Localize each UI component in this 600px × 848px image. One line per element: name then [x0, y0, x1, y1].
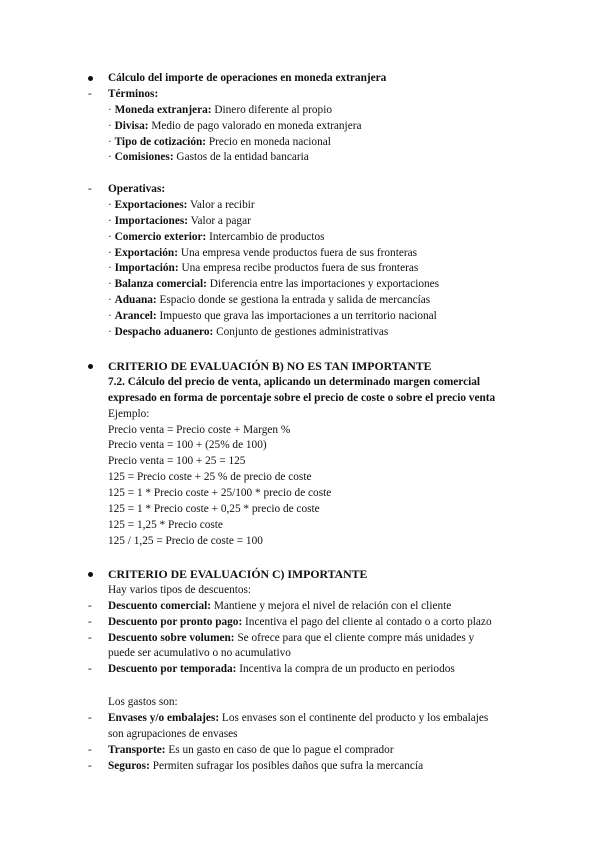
- section-moneda-extranjera: [0, 71, 600, 166]
- term: Descuento por temporada:: [108, 663, 237, 676]
- dash-marker: -: [88, 631, 92, 644]
- term: Descuento por pronto pago:: [108, 615, 243, 628]
- definition: Se ofrece para que el cliente compre más unidades y: [237, 631, 475, 644]
- formula-line: Precio venta = 100 + (25% de 100): [108, 439, 267, 452]
- list-item: · Tipo de cotización: Precio en moneda nacional: [108, 135, 331, 148]
- dash-marker: -: [88, 759, 92, 772]
- section-gastos: [0, 695, 600, 774]
- list-item: [0, 711, 600, 727]
- list-item: [0, 759, 600, 775]
- term: Seguros:: [108, 759, 150, 772]
- list-item: · Arancel: Impuesto que grava las importaciones a un territorio nacional: [108, 310, 437, 323]
- section-criterio-b: [0, 359, 600, 550]
- term: Comercio exterior:: [114, 230, 207, 243]
- term: Descuento comercial:: [108, 599, 211, 612]
- list-item: · Comisiones: Gastos de la entidad bancaria: [108, 151, 309, 164]
- definition: Dinero diferente al propio: [214, 103, 332, 116]
- gastos-intro: Los gastos son:: [108, 696, 178, 708]
- bullet-icon: [88, 76, 93, 81]
- section-operativas: [0, 182, 600, 341]
- list-item: · Comercio exterior: Intercambio de productos: [108, 230, 325, 243]
- definition: Incentiva el pago del cliente al contado o a corto plazo: [245, 615, 492, 628]
- operativas-heading: Operativas:: [108, 183, 166, 195]
- list-item: · Despacho aduanero: Conjunto de gestiones administrativas: [108, 326, 389, 339]
- term: Descuento sobre volumen:: [108, 631, 235, 644]
- term: Envases y/o embalajes:: [108, 711, 220, 724]
- list-item: [0, 599, 600, 615]
- dash-marker: -: [88, 183, 92, 195]
- list-item: [0, 743, 600, 759]
- section-title: Cálculo del importe de operaciones en moneda extranjera: [108, 72, 387, 84]
- term: Comisiones:: [114, 151, 174, 164]
- definition: Diferencia entre las importaciones y exportaciones: [209, 278, 440, 291]
- bullet-icon: [88, 572, 93, 577]
- list-item: [0, 631, 600, 647]
- formula-line: Precio venta = Precio coste + Margen %: [108, 423, 291, 436]
- term: Transporte:: [108, 743, 166, 756]
- definition-cont: son agrupaciones de envases: [108, 727, 238, 740]
- definition: Intercambio de productos: [209, 230, 325, 243]
- term: Despacho aduanero:: [114, 326, 214, 339]
- term: Exportaciones:: [114, 198, 188, 211]
- dash-marker: -: [88, 615, 92, 628]
- list-item: · Exportación: Una empresa vende productos fuera de sus fronteras: [108, 246, 418, 259]
- term: Importaciones:: [114, 214, 189, 227]
- dash-marker: -: [88, 743, 92, 756]
- term: Divisa:: [114, 119, 149, 132]
- term: Tipo de cotización:: [114, 135, 207, 148]
- term: Arancel:: [114, 310, 157, 323]
- term: Balanza comercial:: [114, 278, 207, 291]
- terminos-heading: Términos:: [108, 87, 159, 100]
- definition: Valor a recibir: [190, 198, 255, 211]
- example-label: Ejemplo:: [108, 407, 150, 420]
- definition: Permiten sufragar los posibles daños que sufra la mercancía: [152, 759, 424, 772]
- formula-line: Precio venta = 100 + 25 = 125: [108, 455, 246, 468]
- section-criterio-c: [0, 567, 600, 678]
- definition: Los envases son el continente del producto y los embalajes: [221, 711, 489, 724]
- term: Aduana:: [114, 294, 157, 307]
- definition: Mantiene y mejora el nivel de relación con el cliente: [213, 599, 452, 612]
- subsection-title: 7.2. Cálculo del precio de venta, aplicando un determinado margen comercial: [108, 375, 481, 388]
- definition: Una empresa recibe productos fuera de sus fronteras: [181, 262, 419, 275]
- bullet-icon: [88, 364, 93, 369]
- definition: Impuesto que grava las importaciones a un territorio nacional: [159, 310, 437, 323]
- subsection-title-cont: expresado en forma de porcentaje sobre el precio de coste o sobre el precio venta: [108, 391, 496, 404]
- term: Exportación:: [114, 246, 178, 259]
- list-item: · Divisa: Medio de pago valorado en moneda extranjera: [108, 119, 362, 132]
- definition-cont: puede ser acumulativo o no acumulativo: [108, 647, 291, 660]
- list-item: · Exportaciones: Valor a recibir: [108, 198, 255, 211]
- definition: Valor a pagar: [190, 214, 251, 227]
- definition: Precio en moneda nacional: [208, 135, 331, 148]
- list-item: · Importación: Una empresa recibe productos fuera de sus fronteras: [108, 262, 419, 275]
- term: Moneda extranjera:: [114, 103, 212, 116]
- definition: Medio de pago valorado en moneda extranjera: [151, 119, 362, 132]
- list-item: [0, 662, 600, 678]
- dash-marker: -: [88, 87, 92, 100]
- list-item: · Importaciones: Valor a pagar: [108, 214, 251, 227]
- section-title: CRITERIO DE EVALUACIÓN C) IMPORTANTE: [108, 567, 368, 581]
- formula-line: 125 = Precio coste + 25 % de precio de coste: [108, 471, 312, 484]
- list-item: · Moneda extranjera: Dinero diferente al propio: [108, 103, 332, 116]
- definition: Es un gasto en caso de que lo pague el comprador: [168, 743, 394, 756]
- descuentos-intro: Hay varios tipos de descuentos:: [108, 583, 252, 596]
- definition: Una empresa vende productos fuera de sus fronteras: [180, 246, 418, 259]
- list-item: · Aduana: Espacio donde se gestiona la entrada y salida de mercancías: [108, 294, 431, 307]
- list-item: · Balanza comercial: Diferencia entre las importaciones y exportaciones: [108, 278, 440, 291]
- formula-line: 125 / 1,25 = Precio de coste = 100: [108, 534, 263, 547]
- formula-line: 125 = 1,25 * Precio coste: [108, 518, 223, 531]
- section-title: CRITERIO DE EVALUACIÓN B) NO ES TAN IMPORTANTE: [108, 359, 432, 373]
- dash-marker: -: [88, 599, 92, 612]
- definition: Incentiva la compra de un producto en periodos: [239, 663, 455, 676]
- definition: Conjunto de gestiones administrativas: [216, 326, 389, 339]
- list-item: [0, 615, 600, 631]
- definition: Gastos de la entidad bancaria: [176, 151, 309, 164]
- dash-marker: -: [88, 663, 92, 676]
- term: Importación:: [114, 262, 179, 275]
- formula-line: 125 = 1 * Precio coste + 25/100 * precio de coste: [108, 487, 332, 500]
- dash-marker: -: [88, 711, 92, 724]
- formula-line: 125 = 1 * Precio coste + 0,25 * precio de coste: [108, 503, 320, 516]
- definition: Espacio donde se gestiona la entrada y salida de mercancías: [159, 294, 431, 307]
